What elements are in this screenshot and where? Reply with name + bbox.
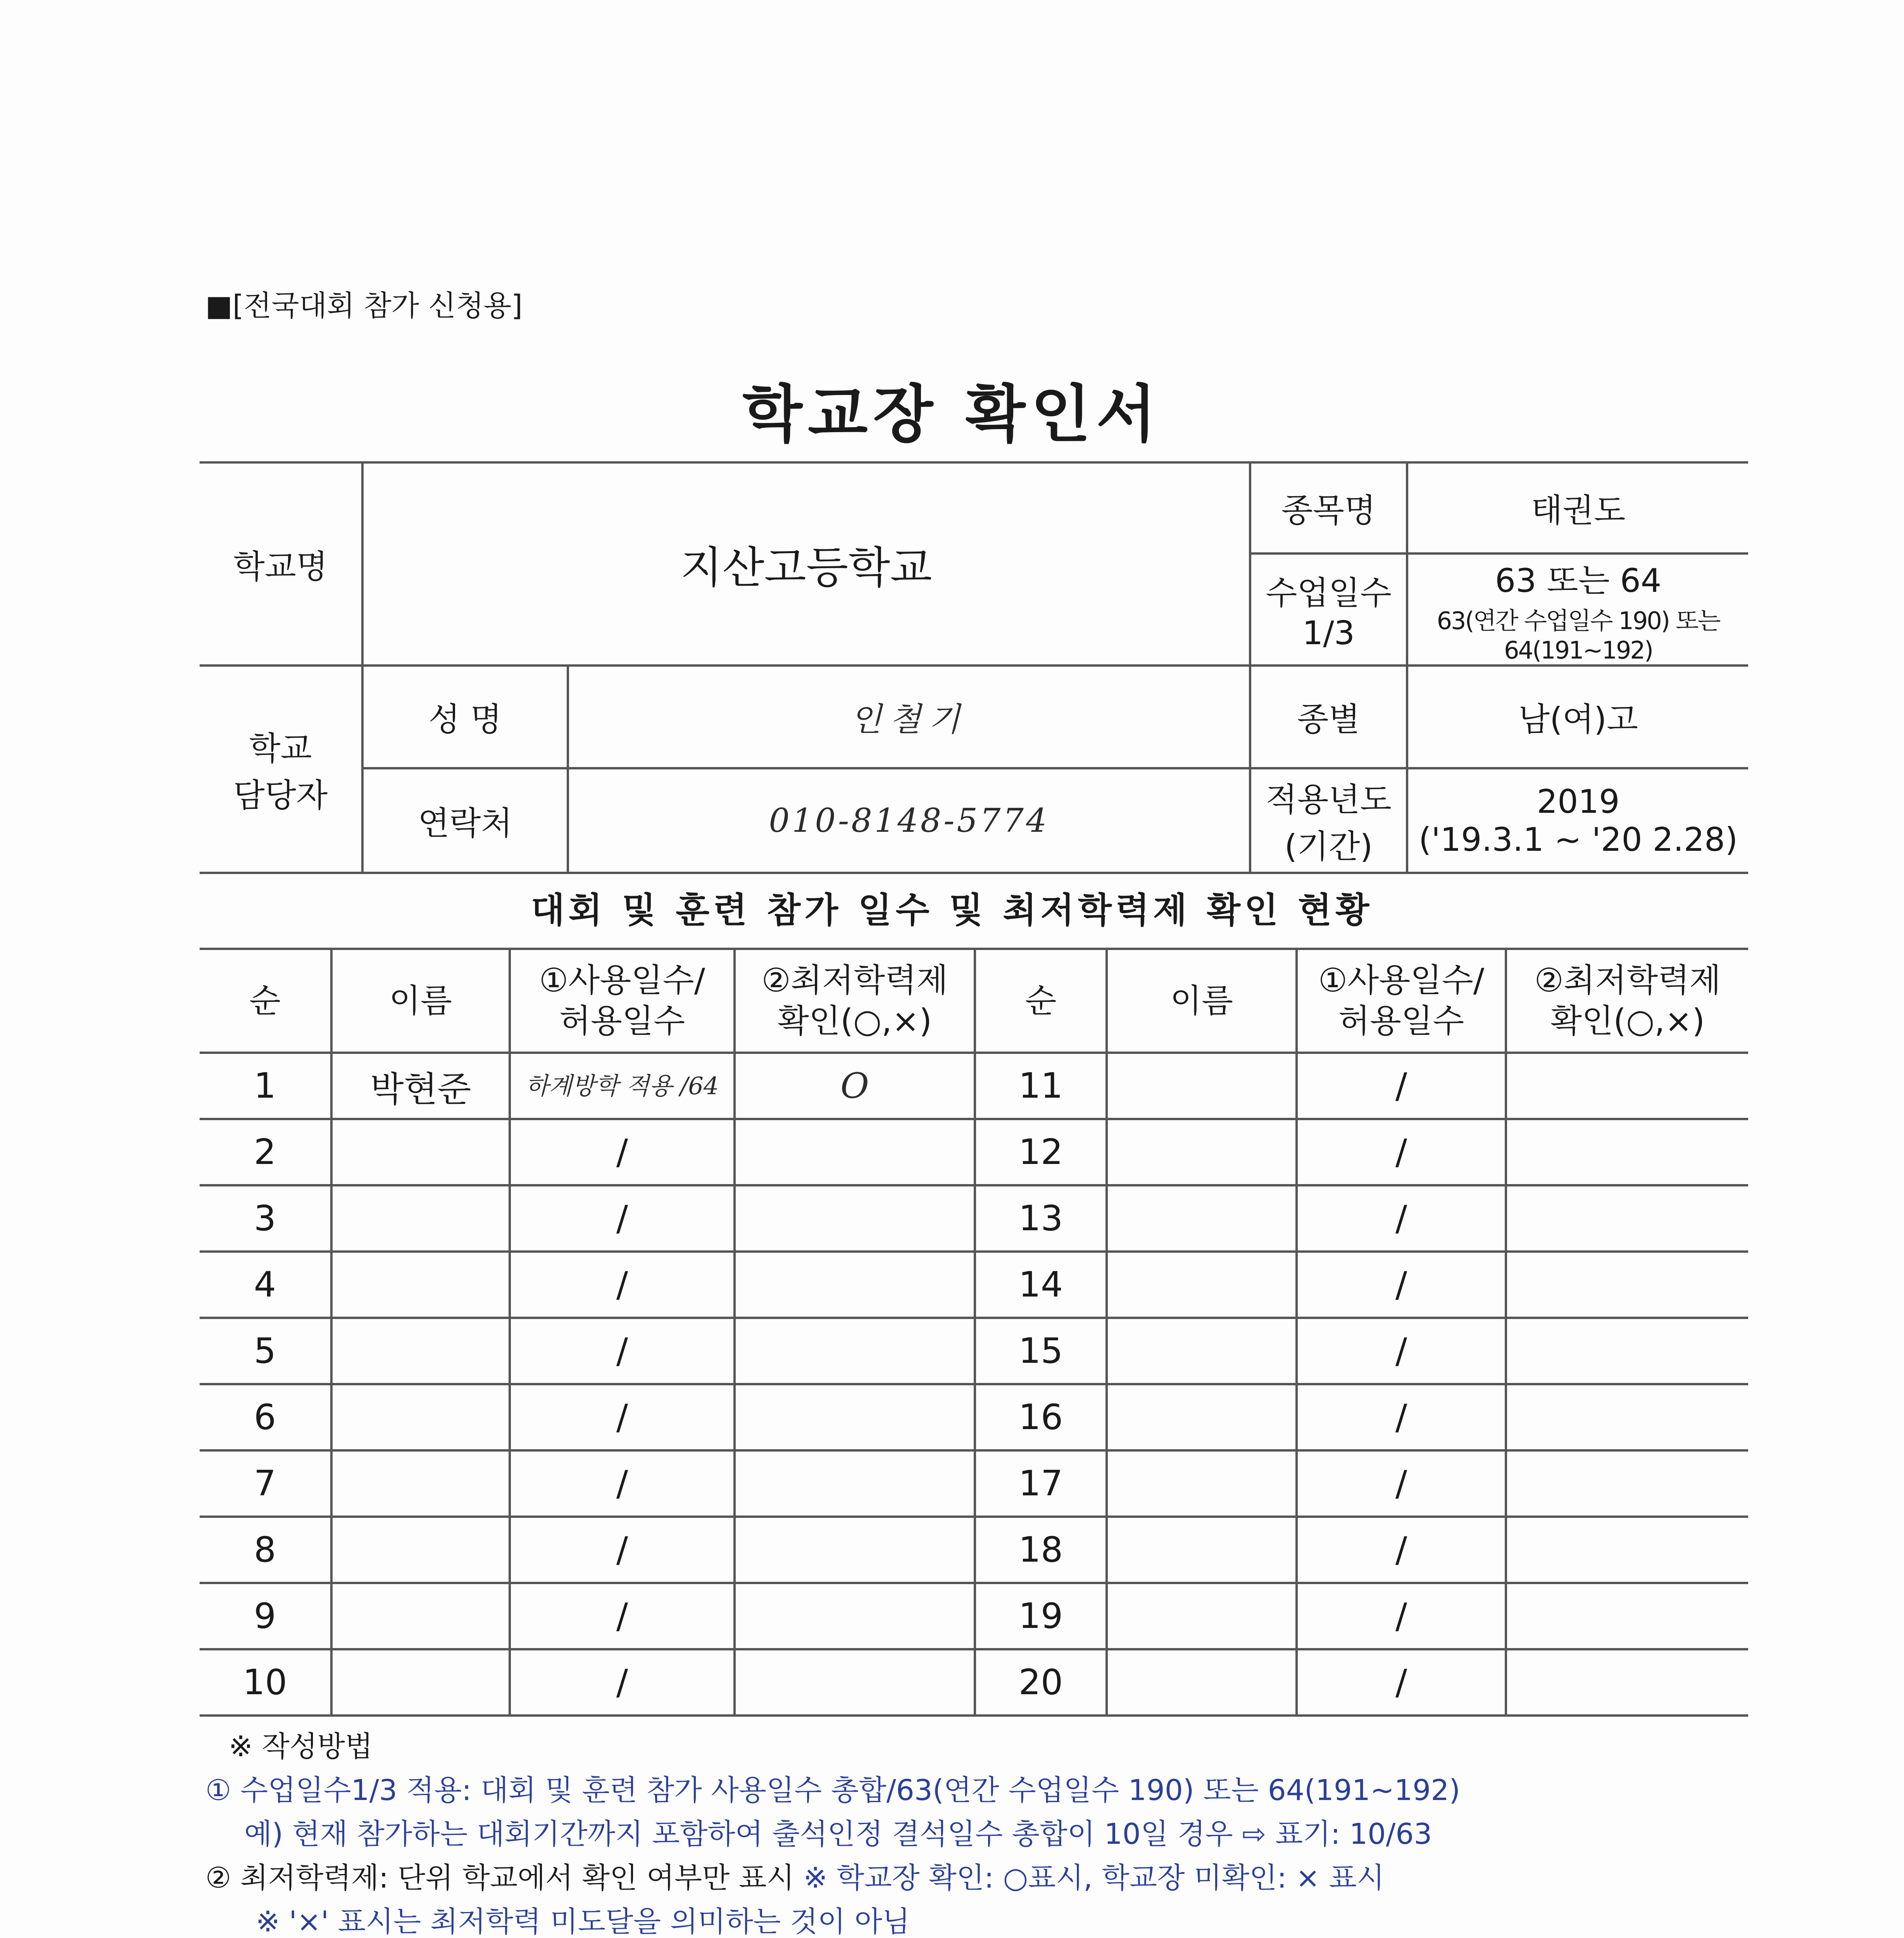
header-check-line2: 확인(○,×) bbox=[777, 1002, 932, 1040]
note-min-academic-prefix: ② 최저학력제: 단위 학교에서 확인 여부만 표시 bbox=[205, 1861, 804, 1895]
name-label: 성 명 bbox=[362, 666, 568, 768]
row-name-right bbox=[1107, 1318, 1297, 1384]
year-label-line1: 적용년도 bbox=[1266, 781, 1392, 819]
note-x-meaning: ※ '×' 표시는 최저학력 미도달을 의미하는 것이 아님 bbox=[256, 1905, 910, 1938]
row-days: / bbox=[510, 1583, 735, 1649]
row-check-right bbox=[1506, 1583, 1748, 1649]
row-name bbox=[331, 1649, 510, 1716]
row-days-right: / bbox=[1297, 1517, 1506, 1583]
row-days-right: / bbox=[1297, 1119, 1506, 1185]
row-name-right bbox=[1107, 1185, 1297, 1252]
header-no: 순 bbox=[200, 949, 331, 1053]
header-name: 이름 bbox=[331, 949, 510, 1053]
table-row bbox=[200, 1318, 1748, 1384]
row-no: 5 bbox=[200, 1318, 331, 1384]
row-days: / bbox=[510, 1119, 735, 1185]
row-no: 3 bbox=[200, 1185, 331, 1252]
table-row bbox=[200, 1185, 1748, 1252]
row-check bbox=[735, 1517, 975, 1583]
contact-label: 연락처 bbox=[362, 768, 568, 873]
row-name bbox=[331, 1119, 510, 1185]
row-name bbox=[331, 1185, 510, 1252]
note-min-academic bbox=[205, 1856, 1748, 1900]
row-no: 4 bbox=[200, 1252, 331, 1318]
row-name bbox=[331, 1517, 510, 1583]
row-days: / bbox=[510, 1649, 735, 1716]
row-days-right: / bbox=[1297, 1649, 1506, 1716]
row-check-right bbox=[1506, 1185, 1748, 1252]
school-label: 학교명 bbox=[200, 462, 362, 666]
gender-label: 종별 bbox=[1250, 666, 1407, 768]
row-name-right bbox=[1107, 1384, 1297, 1450]
row-name-right bbox=[1107, 1450, 1297, 1517]
row-no-right: 18 bbox=[975, 1517, 1107, 1583]
instructions bbox=[205, 1725, 1748, 1938]
row-name-right bbox=[1107, 1649, 1297, 1716]
year-value: 2019 bbox=[1537, 783, 1620, 821]
class-days-label-line2: 1/3 bbox=[1302, 614, 1355, 652]
document-title: 학교장 확인서 bbox=[742, 378, 1162, 450]
class-days-value bbox=[1407, 553, 1748, 666]
row-days: / bbox=[510, 1517, 735, 1583]
row-name-right bbox=[1107, 1252, 1297, 1318]
table-row bbox=[200, 1450, 1748, 1517]
row-check bbox=[735, 1318, 975, 1384]
row-check bbox=[735, 1384, 975, 1450]
row-days-right: / bbox=[1297, 1252, 1506, 1318]
sport-label: 종목명 bbox=[1250, 462, 1407, 553]
row-no-right: 12 bbox=[975, 1119, 1107, 1185]
row-no: 7 bbox=[200, 1450, 331, 1517]
table-row bbox=[200, 1053, 1748, 1119]
table-row bbox=[200, 1384, 1748, 1450]
row-name-right bbox=[1107, 1053, 1297, 1119]
row-name bbox=[331, 1384, 510, 1450]
row-days: / bbox=[510, 1318, 735, 1384]
participation-table bbox=[200, 948, 1748, 1717]
header-check-line1: ②최저학력제 bbox=[761, 961, 948, 999]
row-check-right bbox=[1506, 1252, 1748, 1318]
table-row bbox=[200, 1252, 1748, 1318]
header-check-line1-right: ②최저학력제 bbox=[1534, 961, 1721, 999]
notes-heading: ※ 작성방법 bbox=[229, 1730, 373, 1763]
period-value: ('19.3.1 ~ '20 2.28) bbox=[1418, 821, 1738, 859]
row-days-right: / bbox=[1297, 1450, 1506, 1517]
row-no-right: 13 bbox=[975, 1185, 1107, 1252]
header-check bbox=[735, 949, 975, 1053]
row-check bbox=[735, 1583, 975, 1649]
form-label: ■[전국대회 참가 신청용] bbox=[205, 289, 523, 322]
row-check bbox=[735, 1119, 975, 1185]
row-no: 10 bbox=[200, 1649, 331, 1716]
row-name bbox=[331, 1318, 510, 1384]
header-check-right bbox=[1506, 949, 1748, 1053]
row-check bbox=[735, 1649, 975, 1716]
row-check-right bbox=[1506, 1318, 1748, 1384]
row-days-right: / bbox=[1297, 1053, 1506, 1119]
row-name bbox=[331, 1450, 510, 1517]
manager-name: 인철기 bbox=[568, 666, 1250, 768]
header-days-line2: 허용일수 bbox=[559, 1002, 685, 1040]
row-name-right bbox=[1107, 1583, 1297, 1649]
row-check-right bbox=[1506, 1119, 1748, 1185]
contact-value: 010-8148-5774 bbox=[568, 768, 1250, 873]
header-days-line1-right: ①사용일수/ bbox=[1318, 961, 1485, 999]
row-days: 하계방학 적용 /64 bbox=[510, 1053, 735, 1119]
row-no: 8 bbox=[200, 1517, 331, 1583]
row-check bbox=[735, 1252, 975, 1318]
manager-label-line1: 학교 bbox=[249, 729, 312, 767]
header-name-right: 이름 bbox=[1107, 949, 1297, 1053]
row-no-right: 19 bbox=[975, 1583, 1107, 1649]
row-check: O bbox=[735, 1053, 975, 1119]
row-name-right bbox=[1107, 1119, 1297, 1185]
row-no-right: 15 bbox=[975, 1318, 1107, 1384]
class-days-label-line1: 수업일수 bbox=[1266, 574, 1392, 612]
row-name-right bbox=[1107, 1517, 1297, 1583]
row-check-right bbox=[1506, 1450, 1748, 1517]
table-row bbox=[200, 1119, 1748, 1185]
school-name: 지산고등학교 bbox=[362, 462, 1250, 666]
class-days-detail: 63(연간 수업일수 190) 또는 64(191~192) bbox=[1437, 607, 1720, 664]
list-subtitle: 대회 및 훈련 참가 일수 및 최저학력제 확인 현황 bbox=[531, 890, 1373, 931]
year-label-line2: (기간) bbox=[1284, 828, 1373, 866]
sport-value: 태권도 bbox=[1407, 462, 1748, 553]
class-days-main: 63 또는 64 bbox=[1495, 562, 1662, 600]
row-days: / bbox=[510, 1450, 735, 1517]
row-check-right bbox=[1506, 1053, 1748, 1119]
row-days: / bbox=[510, 1252, 735, 1318]
row-name bbox=[331, 1583, 510, 1649]
row-check-right bbox=[1506, 1517, 1748, 1583]
row-days: / bbox=[510, 1185, 735, 1252]
row-no-right: 17 bbox=[975, 1450, 1107, 1517]
gender-value: 남(여)고 bbox=[1407, 666, 1748, 768]
year-value-cell bbox=[1407, 768, 1748, 873]
header-days-line2-right: 허용일수 bbox=[1338, 1002, 1464, 1040]
row-no-right: 20 bbox=[975, 1649, 1107, 1716]
year-label bbox=[1250, 768, 1407, 873]
table-row bbox=[200, 1517, 1748, 1583]
note-class-days: ① 수업일수1/3 적용: 대회 및 훈련 참가 사용일수 총합/63(연간 수업일수 190) 또는 64(191~192) bbox=[205, 1774, 1461, 1807]
row-days-right: / bbox=[1297, 1583, 1506, 1649]
row-check-right bbox=[1506, 1384, 1748, 1450]
row-no-right: 11 bbox=[975, 1053, 1107, 1119]
header-no-right: 순 bbox=[975, 949, 1107, 1053]
header-days-right bbox=[1297, 949, 1506, 1053]
table-row bbox=[200, 1583, 1748, 1649]
row-no: 6 bbox=[200, 1384, 331, 1450]
row-check bbox=[735, 1185, 975, 1252]
table-row bbox=[200, 1649, 1748, 1716]
row-no: 9 bbox=[200, 1583, 331, 1649]
row-no-right: 16 bbox=[975, 1384, 1107, 1450]
row-check-right bbox=[1506, 1649, 1748, 1716]
note-class-days-example: 예) 현재 참가하는 대회기간까지 포함하여 출석인정 결석일수 총합이 10일 경우 ⇨ 표기: 10/63 bbox=[244, 1817, 1432, 1851]
manager-label-line2: 담당자 bbox=[233, 776, 328, 814]
note-min-academic-suffix: ※ 학교장 확인: ○표시, 학교장 미확인: × 표시 bbox=[803, 1861, 1385, 1895]
row-days-right: / bbox=[1297, 1185, 1506, 1252]
row-no: 2 bbox=[200, 1119, 331, 1185]
row-days-right: / bbox=[1297, 1384, 1506, 1450]
table-header-row bbox=[200, 949, 1748, 1053]
header-days-line1: ①사용일수/ bbox=[539, 961, 705, 999]
manager-label bbox=[200, 666, 362, 873]
row-days-right: / bbox=[1297, 1318, 1506, 1384]
header-days bbox=[510, 949, 735, 1053]
row-name bbox=[331, 1252, 510, 1318]
row-no-right: 14 bbox=[975, 1252, 1107, 1318]
row-name: 박현준 bbox=[331, 1053, 510, 1119]
class-days-label bbox=[1250, 553, 1407, 666]
header-table bbox=[200, 461, 1748, 874]
row-days: / bbox=[510, 1384, 735, 1450]
row-check bbox=[735, 1450, 975, 1517]
row-no: 1 bbox=[200, 1053, 331, 1119]
header-check-line2-right: 확인(○,×) bbox=[1550, 1002, 1705, 1040]
